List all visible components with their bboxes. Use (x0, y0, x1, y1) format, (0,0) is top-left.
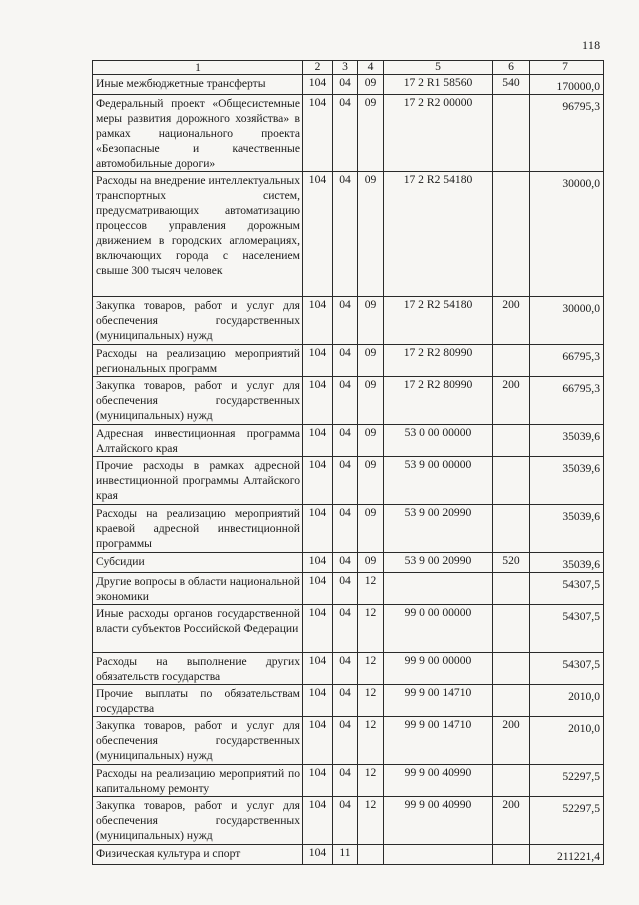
row-c6 (493, 345, 530, 377)
row-c6 (493, 95, 530, 172)
row-c4: 09 (358, 172, 384, 297)
row-c7: 30000,0 (530, 172, 604, 297)
row-c5: 17 2 R1 58560 (384, 75, 493, 95)
row-c3: 04 (333, 797, 358, 845)
row-c3: 04 (333, 717, 358, 765)
row-c2: 104 (303, 95, 333, 172)
table-row (93, 345, 604, 377)
row-c6 (493, 685, 530, 717)
row-c3: 04 (333, 553, 358, 573)
row-name: Другие вопросы в области национальной экономики (93, 573, 303, 605)
row-c5: 17 2 R2 80990 (384, 377, 493, 425)
row-c4 (358, 845, 384, 865)
header-col-2: 2 (303, 61, 333, 75)
row-name: Закупка товаров, работ и услуг для обеспечения государственных (муниципальных) нужд (93, 797, 303, 845)
row-c5: 53 9 00 00000 (384, 457, 493, 505)
row-name: Расходы на внедрение интеллектуальных транспортных систем, предусматривающих автоматизацию процессов управления дорожным движением в городских агломерациях, включающих города с населением свыше 300 тысяч человек (93, 172, 303, 297)
row-c2: 104 (303, 425, 333, 457)
table-row (93, 457, 604, 505)
header-col-4: 4 (358, 61, 384, 75)
row-c4: 09 (358, 75, 384, 95)
row-c6 (493, 845, 530, 865)
row-c6 (493, 505, 530, 553)
row-c2: 104 (303, 345, 333, 377)
row-c6 (493, 653, 530, 685)
row-name: Закупка товаров, работ и услуг для обеспечения государственных (муниципальных) нужд (93, 377, 303, 425)
row-c6 (493, 425, 530, 457)
row-c4: 12 (358, 685, 384, 717)
row-c6 (493, 457, 530, 505)
row-c2: 104 (303, 505, 333, 553)
row-c7: 54307,5 (530, 653, 604, 685)
row-c7: 211221,4 (530, 845, 604, 865)
row-name: Прочие расходы в рамках адресной инвестиционной программы Алтайского края (93, 457, 303, 505)
row-name: Закупка товаров, работ и услуг для обеспечения государственных (муниципальных) нужд (93, 717, 303, 765)
row-c5: 53 0 00 00000 (384, 425, 493, 457)
table-row (93, 553, 604, 573)
row-c5: 53 9 00 20990 (384, 553, 493, 573)
table-row (93, 845, 604, 865)
table-row (93, 297, 604, 345)
header-col-5: 5 (384, 61, 493, 75)
row-c4: 09 (358, 95, 384, 172)
row-c4: 09 (358, 345, 384, 377)
row-c7: 54307,5 (530, 605, 604, 653)
row-c5 (384, 845, 493, 865)
header-col-1: 1 (93, 61, 303, 75)
row-c2: 104 (303, 685, 333, 717)
row-c3: 04 (333, 505, 358, 553)
row-c7: 52297,5 (530, 797, 604, 845)
row-c3: 04 (333, 457, 358, 505)
row-name: Расходы на реализацию мероприятий региональных программ (93, 345, 303, 377)
row-c4: 09 (358, 297, 384, 345)
row-c4: 09 (358, 377, 384, 425)
row-name: Расходы на реализацию мероприятий краевой адресной инвестиционной программы (93, 505, 303, 553)
row-c7: 35039,6 (530, 425, 604, 457)
row-c2: 104 (303, 172, 333, 297)
row-c2: 104 (303, 845, 333, 865)
row-c2: 104 (303, 573, 333, 605)
row-c4: 09 (358, 457, 384, 505)
row-c3: 04 (333, 377, 358, 425)
row-c6: 540 (493, 75, 530, 95)
header-col-7: 7 (530, 61, 604, 75)
row-c6 (493, 765, 530, 797)
row-c7: 35039,6 (530, 553, 604, 573)
header-col-6: 6 (493, 61, 530, 75)
row-name: Иные межбюджетные трансферты (93, 75, 303, 95)
row-c5: 17 2 R2 54180 (384, 172, 493, 297)
row-name: Физическая культура и спорт (93, 845, 303, 865)
row-c5: 99 9 00 14710 (384, 685, 493, 717)
row-c7: 66795,3 (530, 345, 604, 377)
row-c5: 99 0 00 00000 (384, 605, 493, 653)
row-name: Расходы на выполнение других обязательств государства (93, 653, 303, 685)
row-c2: 104 (303, 75, 333, 95)
row-c5: 17 2 R2 80990 (384, 345, 493, 377)
row-name: Расходы на реализацию мероприятий по капитальному ремонту (93, 765, 303, 797)
row-c7: 2010,0 (530, 717, 604, 765)
row-c3: 04 (333, 765, 358, 797)
row-c6: 200 (493, 797, 530, 845)
row-c7: 54307,5 (530, 573, 604, 605)
table-row (93, 172, 604, 297)
row-c6: 200 (493, 377, 530, 425)
header-col-3: 3 (333, 61, 358, 75)
row-c7: 2010,0 (530, 685, 604, 717)
row-c7: 170000,0 (530, 75, 604, 95)
row-c4: 09 (358, 553, 384, 573)
row-c2: 104 (303, 553, 333, 573)
table-row (93, 605, 604, 653)
row-c7: 30000,0 (530, 297, 604, 345)
row-c4: 12 (358, 797, 384, 845)
row-c2: 104 (303, 765, 333, 797)
budget-table (92, 60, 604, 865)
row-c4: 12 (358, 653, 384, 685)
row-c3: 04 (333, 172, 358, 297)
row-c5: 99 9 00 40990 (384, 797, 493, 845)
row-c2: 104 (303, 717, 333, 765)
row-c2: 104 (303, 377, 333, 425)
row-name: Субсидии (93, 553, 303, 573)
row-c6 (493, 172, 530, 297)
row-c2: 104 (303, 605, 333, 653)
row-c6 (493, 605, 530, 653)
table-row (93, 95, 604, 172)
row-c5: 17 2 R2 00000 (384, 95, 493, 172)
row-c6: 200 (493, 297, 530, 345)
table-row (93, 75, 604, 95)
row-c4: 12 (358, 717, 384, 765)
row-c7: 96795,3 (530, 95, 604, 172)
row-c3: 04 (333, 573, 358, 605)
table-row (93, 653, 604, 685)
row-c7: 52297,5 (530, 765, 604, 797)
row-c4: 09 (358, 425, 384, 457)
row-name: Иные расходы органов государственной власти субъектов Российской Федерации (93, 605, 303, 653)
row-c3: 04 (333, 75, 358, 95)
row-c3: 04 (333, 685, 358, 717)
row-c5: 53 9 00 20990 (384, 505, 493, 553)
row-c3: 04 (333, 345, 358, 377)
row-c3: 04 (333, 297, 358, 345)
table-row (93, 505, 604, 553)
row-c2: 104 (303, 457, 333, 505)
row-c3: 04 (333, 425, 358, 457)
row-c2: 104 (303, 653, 333, 685)
row-c3: 11 (333, 845, 358, 865)
table-row (93, 377, 604, 425)
table-row (93, 797, 604, 845)
row-name: Закупка товаров, работ и услуг для обеспечения государственных (муниципальных) нужд (93, 297, 303, 345)
row-c4: 12 (358, 765, 384, 797)
row-c3: 04 (333, 605, 358, 653)
row-c5: 17 2 R2 54180 (384, 297, 493, 345)
table-row (93, 685, 604, 717)
row-c2: 104 (303, 797, 333, 845)
page-number: 118 (582, 38, 601, 52)
table-row (93, 573, 604, 605)
row-c3: 04 (333, 653, 358, 685)
row-c4: 09 (358, 505, 384, 553)
row-c4: 12 (358, 605, 384, 653)
row-c5 (384, 573, 493, 605)
row-c5: 99 9 00 00000 (384, 653, 493, 685)
row-name: Федеральный проект «Общесистемные меры развития дорожного хозяйства» в рамках национального проекта «Безопасные и качественные автомобильные дороги» (93, 95, 303, 172)
row-c5: 99 9 00 40990 (384, 765, 493, 797)
table-row (93, 425, 604, 457)
row-name: Адресная инвестиционная программа Алтайского края (93, 425, 303, 457)
row-c4: 12 (358, 573, 384, 605)
row-c5: 99 9 00 14710 (384, 717, 493, 765)
row-c6: 200 (493, 717, 530, 765)
row-c7: 35039,6 (530, 457, 604, 505)
row-name: Прочие выплаты по обязательствам государства (93, 685, 303, 717)
row-c7: 66795,3 (530, 377, 604, 425)
table-row (93, 765, 604, 797)
row-c3: 04 (333, 95, 358, 172)
row-c7: 35039,6 (530, 505, 604, 553)
row-c6: 520 (493, 553, 530, 573)
row-c6 (493, 573, 530, 605)
table-header-row (93, 61, 604, 75)
table-row (93, 717, 604, 765)
row-c2: 104 (303, 297, 333, 345)
